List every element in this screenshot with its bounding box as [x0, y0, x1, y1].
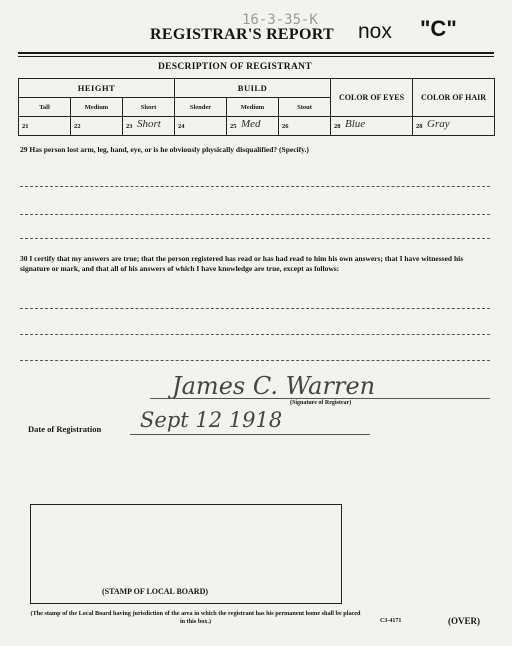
- answer-line: [20, 186, 490, 187]
- tall-header: Tall: [19, 98, 71, 117]
- height-header: HEIGHT: [19, 79, 175, 98]
- question-30: 30 I certify that my answers are true; that the person registered has read or has had read to him his own answers; that I have witnessed his signature or mark, and that all of his answers of which I have knowledge are true, except as follows:: [20, 254, 464, 273]
- cell-number: 22: [74, 122, 81, 130]
- stamp-box-note: (The stamp of the Local Board having jurisdiction of the area in which the registrant has his permanent home shall be placed in this box.): [30, 610, 361, 625]
- registrant-surname: nox: [358, 20, 392, 43]
- answer-line: [20, 214, 490, 215]
- cell-short: [123, 117, 175, 136]
- cell-medium-height: [71, 117, 123, 136]
- cell-value: Med: [241, 118, 261, 130]
- description-heading: DESCRIPTION OF REGISTRANT: [158, 62, 312, 72]
- cell-medium-build: [227, 117, 279, 136]
- over-label: (OVER): [448, 616, 480, 626]
- cell-hair: [413, 117, 495, 136]
- cell-number: 28: [334, 122, 341, 130]
- cell-value: Short: [137, 118, 161, 130]
- report-title: REGISTRAR'S REPORT: [150, 26, 334, 43]
- registration-date-value: Sept 12 1918: [140, 408, 283, 432]
- cell-value: Blue: [345, 118, 366, 130]
- registrar-signature: James C. Warren: [172, 372, 376, 400]
- build-header: BUILD: [175, 79, 331, 98]
- cell-number: 23: [126, 122, 133, 130]
- eyes-header: COLOR OF EYES: [331, 79, 413, 117]
- hair-header: COLOR OF HAIR: [413, 79, 495, 117]
- cell-number: 24: [178, 122, 185, 130]
- cell-eyes: [331, 117, 413, 136]
- cell-slender: [175, 117, 227, 136]
- answer-line: [20, 334, 490, 335]
- stamp-box-label: (STAMP OF LOCAL BOARD): [102, 587, 209, 596]
- cell-number: 28: [416, 122, 423, 130]
- medium-build-header: Medium: [227, 98, 279, 117]
- short-header: Short: [123, 98, 175, 117]
- medium-height-header: Medium: [71, 98, 123, 117]
- stamp-number: 16-3-35-K: [242, 12, 318, 28]
- cell-stout: [279, 117, 331, 136]
- answer-line: [20, 238, 490, 239]
- slender-header: Slender: [175, 98, 227, 117]
- cell-tall: [19, 117, 71, 136]
- form-number: C3-4171: [380, 618, 402, 624]
- cell-number: 21: [22, 122, 29, 130]
- cell-number: 25: [230, 122, 237, 130]
- title-rule-top: [18, 52, 494, 54]
- cell-number: 26: [282, 122, 289, 130]
- description-table: [18, 78, 495, 136]
- title-rule-bottom: [18, 56, 494, 57]
- question-29: 29 Has person lost arm, leg, hand, eye, or is he obviously physically disqualified? (Specify.): [20, 145, 309, 154]
- answer-line: [20, 308, 490, 309]
- date-line: [130, 434, 370, 435]
- stout-header: Stout: [279, 98, 331, 117]
- signature-line: [150, 398, 490, 399]
- series-letter: "C": [420, 16, 457, 41]
- cell-value: Gray: [427, 118, 450, 130]
- signature-caption: (Signature of Registrar): [290, 400, 352, 406]
- answer-line: [20, 360, 490, 361]
- registration-date-label: Date of Registration: [28, 424, 102, 434]
